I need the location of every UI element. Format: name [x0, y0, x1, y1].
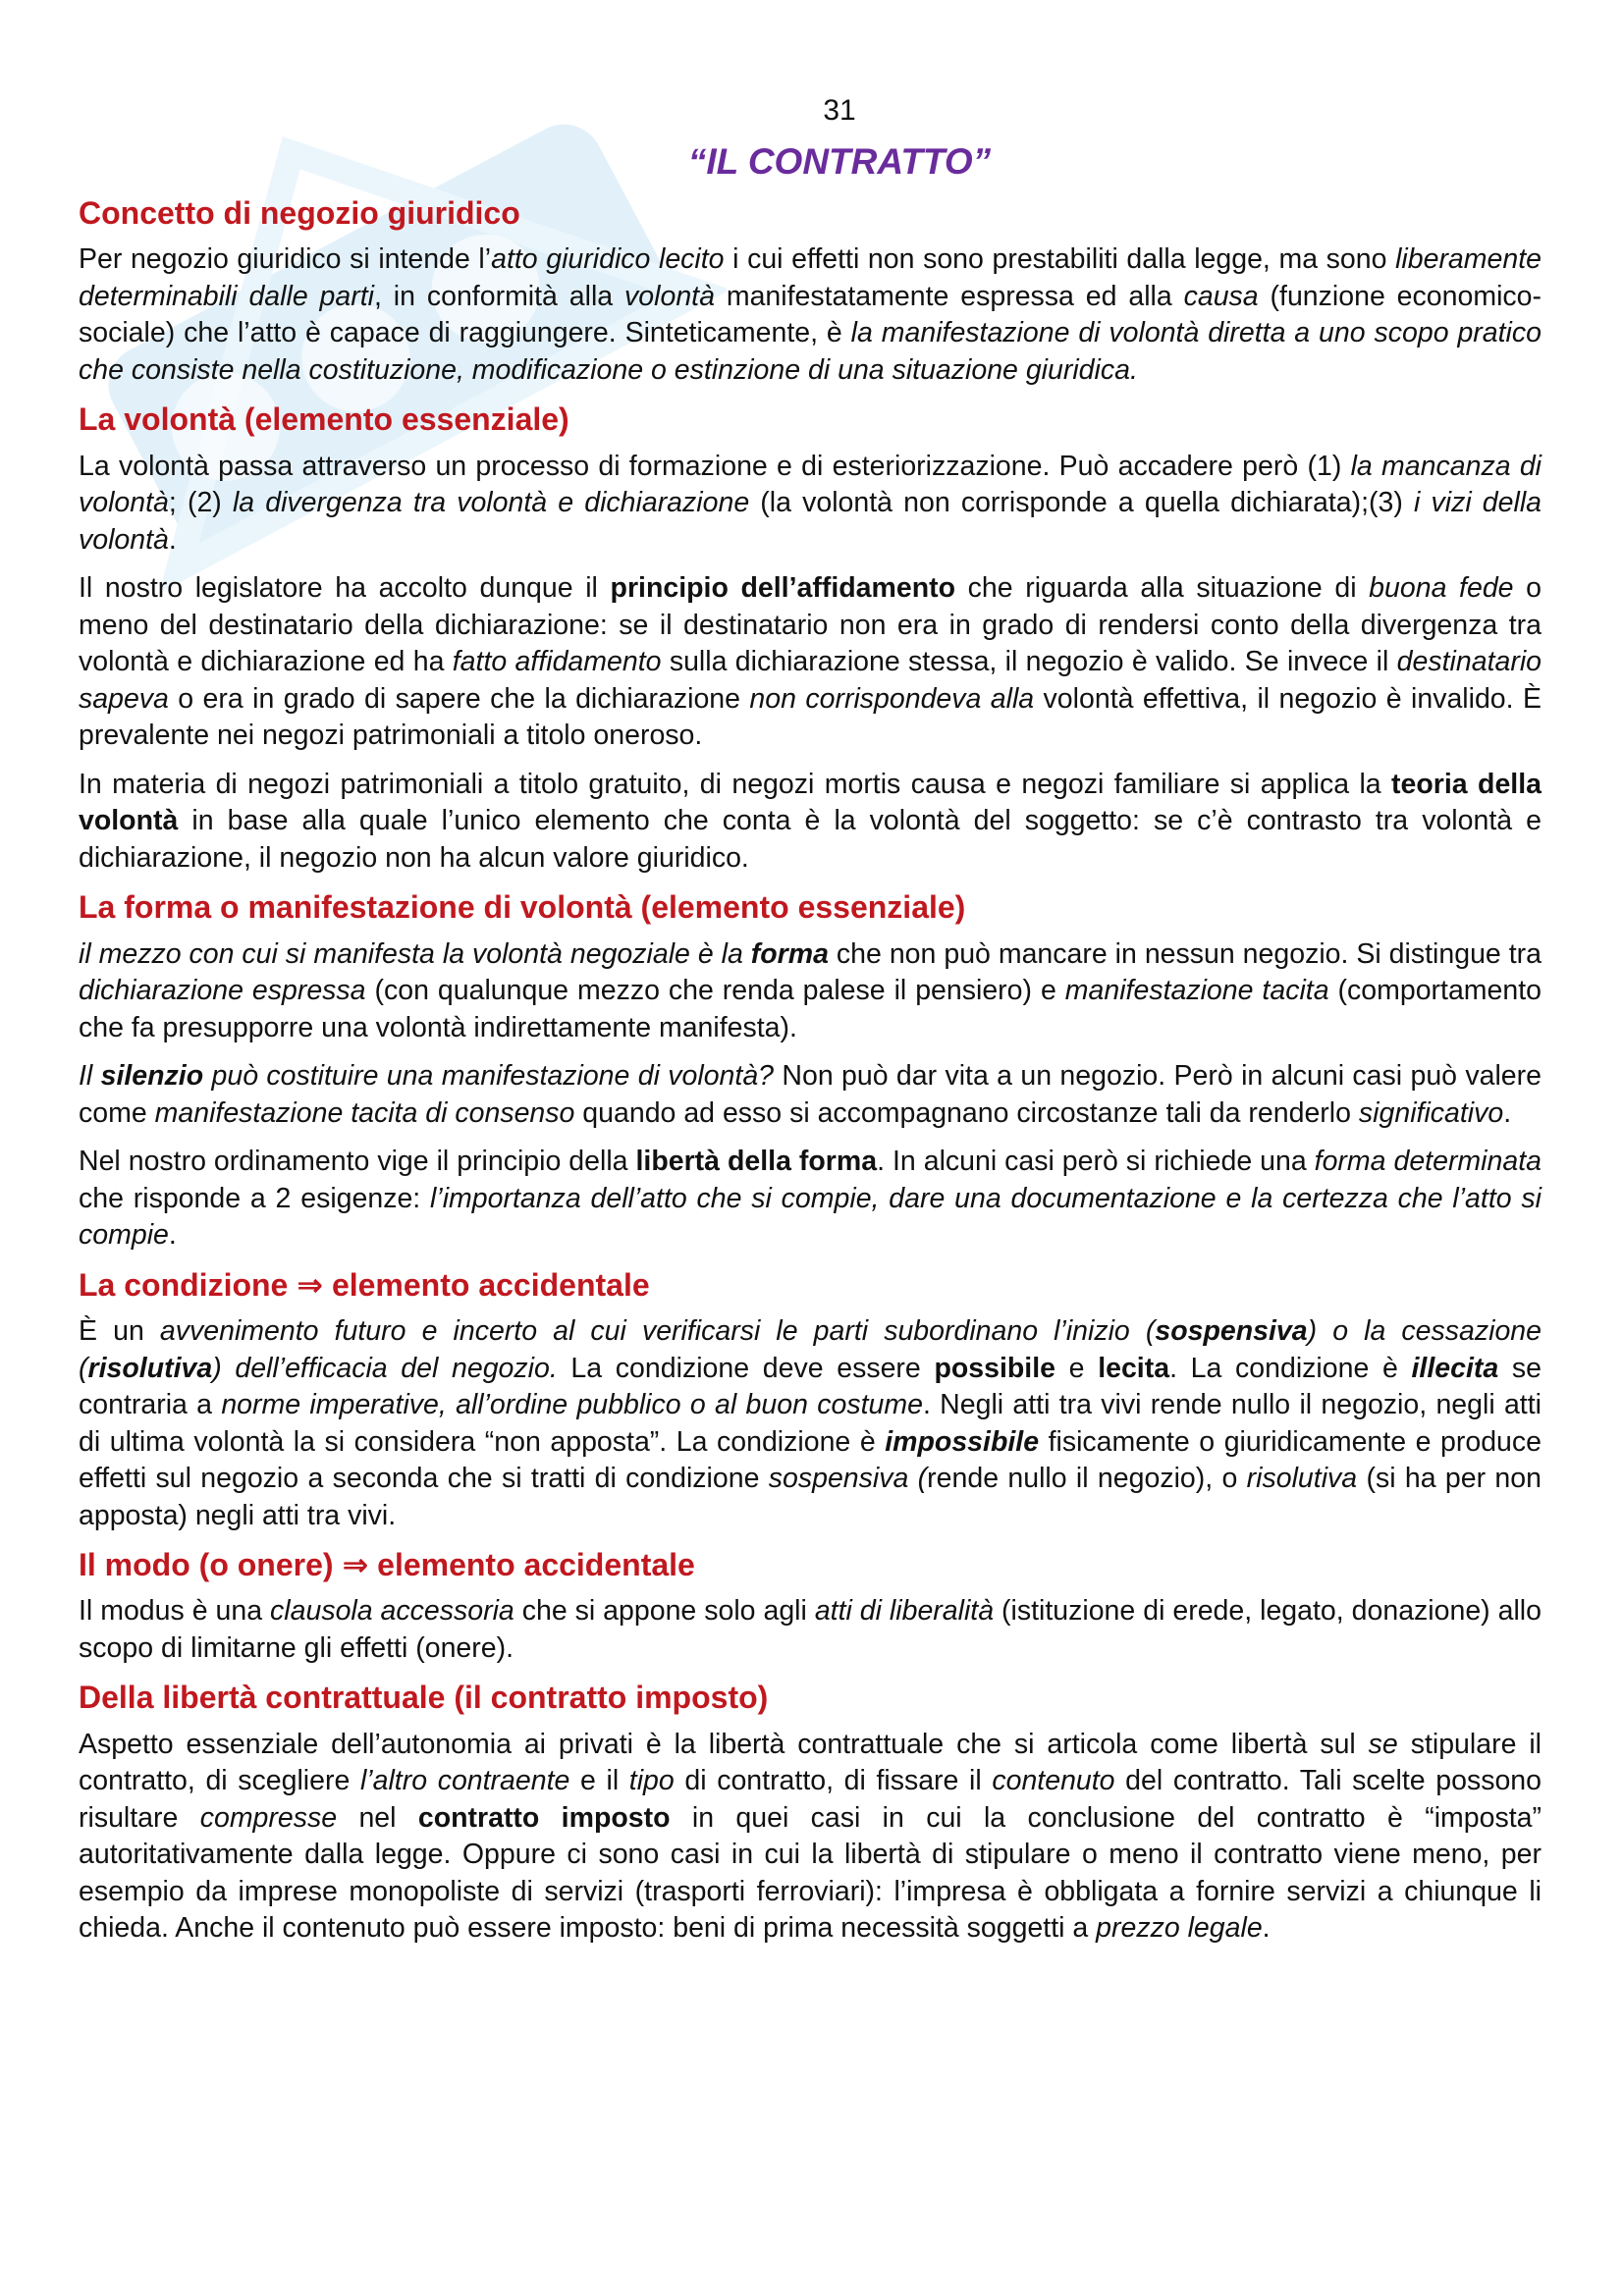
text-run: (comportamento che fa presupporre una volontà indirettamente manifesta).	[79, 975, 1542, 1043]
text-run: e	[1055, 1352, 1099, 1384]
text-run: i vizi della volontà	[79, 487, 1542, 556]
text-run: atti di liberalità	[814, 1595, 995, 1628]
text-run: ) dell’efficacia del negozio.	[212, 1352, 558, 1384]
text-run: (si ha per non apposta) negli atti tra vivi.	[79, 1463, 1542, 1531]
text-run: di contratto, di fissare il	[674, 1765, 993, 1797]
text-run: contenuto	[992, 1765, 1115, 1797]
text-run: sulla dichiarazione stessa, il negozio è valido. Se invece il	[661, 646, 1397, 678]
document-title: “IL CONTRATTO”	[687, 141, 992, 182]
text-run: ; (2)	[168, 487, 233, 519]
text-run: Il nostro legislatore ha accolto dunque il	[79, 572, 611, 605]
text-run: fisicamente o giuridicamente e produce effetti sul negozio a seconda che si tratti di condizione	[79, 1425, 1542, 1495]
text-run: se contraria a	[79, 1352, 1542, 1421]
text-run: In materia di negozi patrimoniali a titolo gratuito, di negozi mortis causa e negozi familiare si applica la	[79, 768, 1392, 800]
text-run: .	[168, 1219, 177, 1252]
text-run: volontà effettiva, il negozio è invalido. È prevalente nei negozi patrimoniali a titolo oneroso.	[79, 682, 1542, 752]
text-run: possibile	[934, 1352, 1055, 1384]
body-paragraph	[79, 767, 1542, 878]
section-heading: Della libertà contrattuale (il contratto imposto)	[79, 1680, 769, 1716]
text-run: in quei casi in cui la conclusione del contratto è “imposta” autoritativamente dalla legge. Oppure ci sono casi in cui la libertà di stipulare o meno il contratto viene meno, per esempio da imprese monopoliste di servizi (trasporti ferroviari): l’impresa è obbligata a fornire servizi a chiunque li chieda. Anche il contenuto può essere imposto: beni di prima necessità soggetti a	[79, 1801, 1542, 1945]
text-run: Per negozio giuridico si intende l’	[79, 243, 492, 276]
text-run: Il modus è una	[79, 1595, 271, 1628]
text-run: La condizione deve essere	[557, 1352, 935, 1384]
body-paragraph	[79, 1058, 1542, 1132]
body-paragraph	[79, 241, 1542, 389]
text-run: impossibile	[885, 1425, 1040, 1458]
text-run: compresse	[199, 1801, 338, 1834]
text-run: o era in grado di sapere che la dichiarazione	[168, 682, 750, 715]
text-run: liberamente determinabili dalle parti	[79, 243, 1542, 312]
text-run: .	[1503, 1096, 1512, 1129]
text-run: rende nullo il negozio), o	[927, 1463, 1247, 1495]
text-run: causa	[1183, 280, 1259, 312]
text-run: se	[1368, 1728, 1398, 1760]
text-run: sospensiva (	[768, 1463, 928, 1495]
body-paragraph	[79, 936, 1542, 1047]
text-run: che risponde a 2 esigenze:	[79, 1182, 431, 1214]
text-run: (la volontà non corrisponde a quella dichiarata);(3)	[749, 487, 1415, 519]
text-run: forma determinata	[1314, 1146, 1542, 1178]
text-run: Nel nostro ordinamento vige il principio della	[79, 1146, 636, 1178]
section-heading: La volontà (elemento essenziale)	[79, 401, 569, 438]
text-run: del contratto. Tali scelte possono risultare	[79, 1765, 1542, 1834]
body-paragraph	[79, 570, 1542, 755]
document-page	[79, 94, 1542, 1959]
text-run: la manifestazione di volontà diretta a uno scopo pratico che consiste nella costituzione, modificazione o estinzione di una situazione giuridica.	[79, 317, 1542, 386]
text-run: La volontà passa attraverso un processo di formazione e di esteriorizzazione. Può accadere però (1)	[79, 450, 1351, 482]
section-heading: Concetto di negozio giuridico	[79, 195, 520, 231]
text-run: che riguarda alla situazione di	[955, 572, 1370, 605]
text-run: risolutiva	[87, 1352, 213, 1384]
text-run: tipo	[628, 1765, 675, 1797]
text-run: o meno del destinatario della dichiarazione: se il destinatario non era in grado di rendersi conto della divergenza tra volontà e dichiarazione ed ha	[79, 572, 1542, 678]
text-run: forma	[750, 937, 829, 970]
text-run: in base alla quale l’unico elemento che conta è la volontà del soggetto: se c’è contrasto tra volontà e dichiarazione, il negozio non ha alcun valore giuridico.	[79, 805, 1542, 874]
text-run: nel	[337, 1801, 418, 1834]
text-run: il mezzo con cui si manifesta la volontà negoziale è la	[79, 937, 751, 970]
text-run: può costituire una manifestazione di volontà?	[203, 1060, 775, 1093]
text-run: .	[1262, 1912, 1271, 1945]
text-run: stipulare il contratto, di scegliere	[79, 1728, 1542, 1797]
text-run: . Negli atti tra vivi rende nullo il negozio, negli atti di ultima volontà la si considera “non apposta”. La condizione è	[79, 1389, 1542, 1458]
text-run: . In alcuni casi però si richiede una	[877, 1146, 1315, 1178]
text-run: fatto affidamento	[452, 646, 662, 678]
body-paragraph	[79, 1727, 1542, 1948]
text-run: contratto imposto	[417, 1801, 671, 1834]
text-run: norme imperative, all’ordine pubblico o al buon costume	[221, 1389, 923, 1421]
text-run: Aspetto essenziale dell’autonomia ai privati è la libertà contrattuale che si articola come libertà sul	[79, 1728, 1369, 1760]
document-body	[79, 194, 1542, 1948]
text-run: buona fede	[1369, 572, 1514, 605]
section-heading: La forma o manifestazione di volontà (elemento essenziale)	[79, 889, 966, 926]
body-paragraph	[79, 1313, 1542, 1534]
text-run: destinatario sapeva	[79, 646, 1542, 715]
text-run: silenzio	[100, 1060, 204, 1093]
section-heading: Il modo (o onere) ⇒ elemento accidentale	[79, 1547, 695, 1583]
text-run: l’altro contraente	[359, 1765, 570, 1797]
text-run: la divergenza tra volontà e dichiarazione	[232, 487, 750, 519]
text-run: principio dell’affidamento	[610, 572, 956, 605]
text-run: avvenimento futuro e incerto al cui verificarsi le parti subordinano l’inizio (	[159, 1315, 1156, 1348]
body-paragraph	[79, 449, 1542, 560]
text-run: che non può mancare in nessun negozio. Si distingue tra	[828, 937, 1542, 970]
text-run: Il	[79, 1060, 101, 1093]
text-run: libertà della forma	[635, 1146, 878, 1178]
text-run: manifestazione tacita	[1064, 975, 1329, 1007]
text-run: , in conformità alla	[374, 280, 625, 312]
text-run: quando ad esso si accompagnano circostanze tali da renderlo	[574, 1096, 1359, 1129]
text-run: ) o la cessazione (	[79, 1315, 1542, 1384]
section-heading: La condizione ⇒ elemento accidentale	[79, 1266, 650, 1303]
text-run: i cui effetti non sono prestabiliti dalla legge, ma sono	[724, 243, 1396, 276]
text-run: risolutiva	[1246, 1463, 1358, 1495]
text-run: atto giuridico lecito	[491, 243, 725, 276]
page-number: 31	[823, 94, 856, 127]
text-run: (funzione economico-sociale) che l’atto è capace di raggiungere. Sinteticamente, è	[79, 280, 1542, 349]
text-run: significativo	[1358, 1096, 1504, 1129]
text-run: manifestatamente espressa ed alla	[714, 280, 1184, 312]
text-run: e il	[569, 1765, 629, 1797]
text-run: che si appone solo agli	[514, 1595, 815, 1628]
text-run: Non può dar vita a un negozio. Però in alcuni casi può valere come	[79, 1060, 1542, 1129]
text-run: manifestazione tacita di consenso	[154, 1096, 575, 1129]
text-run: (istituzione di erede, legato, donazione) allo scopo di limitarne gli effetti (onere).	[79, 1595, 1542, 1664]
text-run: teoria della volontà	[79, 768, 1542, 837]
text-run: .	[168, 523, 177, 556]
text-run: lecita	[1098, 1352, 1170, 1384]
text-run: (con qualunque mezzo che renda palese il pensiero) e	[365, 975, 1065, 1007]
text-run: È un	[79, 1315, 160, 1348]
text-run: non corrispondeva alla	[749, 682, 1035, 715]
text-run: l’importanza dell’atto che si compie, dare una documentazione e la certezza che l’atto si compie	[79, 1182, 1542, 1252]
text-run: illecita	[1411, 1352, 1499, 1384]
body-paragraph	[79, 1144, 1542, 1255]
text-run: . La condizione è	[1169, 1352, 1412, 1384]
text-run: clausola accessoria	[270, 1595, 514, 1628]
text-run: prezzo legale	[1096, 1912, 1263, 1945]
body-paragraph	[79, 1593, 1542, 1667]
text-run: la mancanza di volontà	[79, 450, 1542, 519]
text-run: volontà	[624, 280, 715, 312]
text-run: sospensiva	[1155, 1315, 1308, 1348]
text-run: dichiarazione espressa	[79, 975, 366, 1007]
